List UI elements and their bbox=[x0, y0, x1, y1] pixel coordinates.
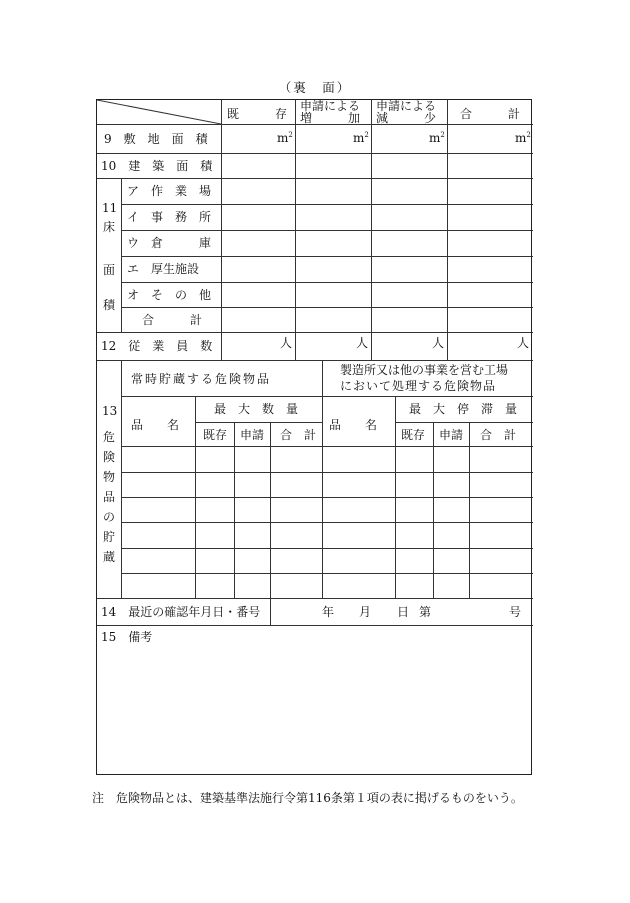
unit-person: 人 bbox=[432, 336, 445, 350]
hazard-label-5: の bbox=[103, 510, 116, 524]
confirm-month: 月 bbox=[359, 605, 372, 619]
hazard-total-header: 合 計 bbox=[280, 428, 317, 442]
floor-item-welfare: エ 厚生施設 bbox=[127, 262, 200, 276]
confirm-year: 年 bbox=[322, 605, 335, 619]
hazard-existing-header: 既存 bbox=[203, 428, 228, 442]
confirm-day: 日 bbox=[397, 605, 410, 619]
hazard-applied-header: 申請 bbox=[240, 428, 265, 442]
hazard-max-stay-header: 最 大 停 滞 量 bbox=[409, 402, 518, 416]
floor-item-workshop: ア 作 業 場 bbox=[127, 184, 212, 198]
hazard-processed-line2: において処理する危険物品 bbox=[340, 379, 497, 393]
floor-item-warehouse: ウ 倉 庫 bbox=[127, 236, 212, 250]
hazard-applied-header-2: 申請 bbox=[439, 428, 464, 442]
unit-person: 人 bbox=[356, 336, 369, 350]
header-existing: 既 存 bbox=[227, 107, 288, 121]
hazard-label-6: 貯 bbox=[103, 530, 116, 544]
hazard-processed-line1: 製造所又は他の事業を営む工場 bbox=[340, 363, 509, 377]
header-diagonal bbox=[97, 100, 221, 124]
page-title: （裏 面） bbox=[278, 80, 352, 95]
header-total: 合 計 bbox=[460, 107, 521, 121]
floor-area-number: 11 bbox=[102, 201, 118, 215]
form-table bbox=[96, 99, 532, 775]
header-decrease-line2: 減 少 bbox=[376, 111, 437, 125]
row-site-area: 9 敷 地 面 積 bbox=[104, 132, 208, 146]
header-increase-line2: 増 加 bbox=[300, 111, 361, 125]
row-building-area: 10 建 築 面 積 bbox=[101, 159, 213, 173]
floor-item-total: 合 計 bbox=[142, 313, 203, 327]
unit-m2: $m^2$ bbox=[429, 131, 445, 145]
floor-area-label-3: 積 bbox=[103, 298, 116, 312]
confirm-go: 号 bbox=[509, 605, 522, 619]
hazard-max-qty-header: 最 大 数 量 bbox=[214, 402, 299, 416]
header-decrease-line1: 申請による bbox=[376, 99, 437, 113]
floor-item-other: オ そ の 他 bbox=[127, 288, 212, 302]
unit-m2: $m^2$ bbox=[353, 131, 369, 145]
header-increase-line1: 申請による bbox=[300, 99, 361, 113]
hazard-item-name-header-2: 品 名 bbox=[329, 418, 378, 432]
unit-m2: $m^2$ bbox=[277, 131, 293, 145]
hazard-item-name-header: 品 名 bbox=[131, 418, 180, 432]
footnote: 注 危険物品とは、建築基準法施行令第116条第１項の表に掲げるものをいう。 bbox=[92, 791, 523, 805]
row-employees: 12 従 業 員 数 bbox=[101, 339, 213, 353]
hazard-stored-header: 常時貯蔵する危険物品 bbox=[131, 372, 272, 386]
hazard-label-3: 物 bbox=[103, 470, 116, 484]
floor-item-office: イ 事 務 所 bbox=[127, 210, 212, 224]
remarks-label: 15 備考 bbox=[101, 630, 153, 644]
unit-person: 人 bbox=[517, 336, 530, 350]
hazard-label-7: 蔵 bbox=[103, 550, 116, 564]
hazard-label-1: 危 bbox=[103, 430, 116, 444]
unit-person: 人 bbox=[280, 336, 293, 350]
confirm-label: 14 最近の確認年月日・番号 bbox=[101, 605, 261, 619]
floor-area-label-2: 面 bbox=[103, 263, 116, 277]
hazard-label-4: 品 bbox=[103, 490, 116, 504]
confirm-dai: 第 bbox=[419, 605, 432, 619]
hazard-number: 13 bbox=[102, 404, 118, 418]
unit-m2: $m^2$ bbox=[515, 131, 531, 145]
hazard-label-2: 険 bbox=[103, 450, 116, 464]
hazard-total-header-2: 合 計 bbox=[480, 428, 517, 442]
floor-area-label-1: 床 bbox=[103, 220, 116, 234]
hazard-existing-header-2: 既存 bbox=[401, 428, 426, 442]
